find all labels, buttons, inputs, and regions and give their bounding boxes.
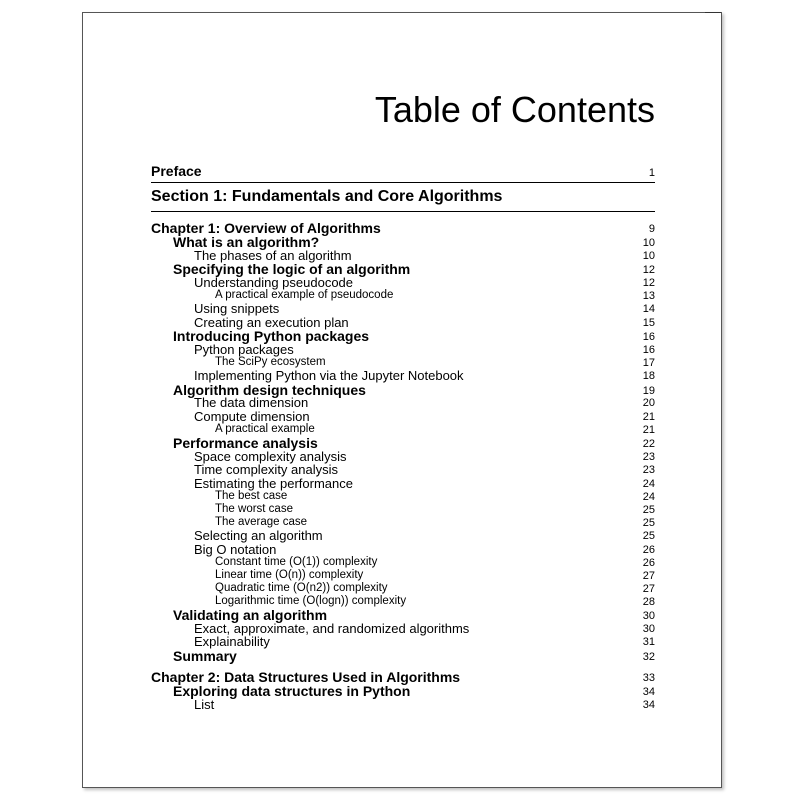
toc-section-label: Section 1: Fundamentals and Core Algorithms <box>151 188 503 205</box>
toc-entry-label: The phases of an algorithm <box>194 247 352 263</box>
toc-entry-page: 10 <box>642 249 655 262</box>
toc-entry-label: List <box>194 696 215 712</box>
toc-entry-label: What is an algorithm? <box>173 234 320 250</box>
toc-entry-page: 15 <box>642 316 655 329</box>
page-title: Table of Contents <box>374 89 655 130</box>
chapter-2-entries <box>151 685 655 712</box>
toc-entry[interactable] <box>151 685 655 699</box>
toc-entry-preface[interactable] <box>151 162 655 183</box>
toc-entry-label: Python packages <box>194 341 294 357</box>
toc-entry[interactable] <box>151 408 655 425</box>
toc-entry-page: 31 <box>642 636 655 648</box>
toc-entry-label: Logarithmic time (O(logn)) complexity <box>215 595 407 607</box>
toc-section-heading[interactable] <box>151 185 655 212</box>
toc-entry[interactable] <box>151 341 655 358</box>
toc-entry-page: 21 <box>642 424 655 436</box>
toc-entry-label: Constant time (O(1)) complexity <box>215 556 378 568</box>
toc-entry-page: 20 <box>642 397 655 409</box>
toc-entry-label: A practical example <box>215 423 315 435</box>
toc-entry-label: Validating an algorithm <box>173 607 328 623</box>
toc-entry-label: Creating an execution plan <box>194 314 349 330</box>
toc-entry-page: 16 <box>642 343 655 356</box>
toc-entry-page: 25 <box>642 504 655 516</box>
toc-entry-label: The worst case <box>215 503 293 515</box>
toc-entry-label: Linear time (O(n)) complexity <box>215 569 364 581</box>
toc-entry-page: 34 <box>642 698 655 711</box>
toc-entry-page: 9 <box>648 223 655 235</box>
toc-entry-page: 17 <box>642 357 655 369</box>
toc-entry-label: A practical example of pseudocode <box>215 289 394 301</box>
toc-entry-label: Big O notation <box>194 541 277 557</box>
toc-entry-page: 25 <box>642 517 655 529</box>
toc-entry-label: Preface <box>151 163 202 179</box>
toc-entry-label: Implementing Python via the Jupyter Notebook <box>194 368 464 383</box>
toc-entry-label: Estimating the performance <box>194 475 353 491</box>
toc-entry-page: 26 <box>642 543 655 556</box>
toc-entry-label: The best case <box>215 490 288 502</box>
toc-entry-label: Exploring data structures in Python <box>173 683 411 699</box>
toc-chapter-label: Chapter 2: Data Structures Used in Algorithms <box>151 669 461 685</box>
toc-entry-page: 22 <box>642 438 655 450</box>
toc-entry-label: Specifying the logic of an algorithm <box>173 261 411 277</box>
toc-entry-page: 30 <box>642 610 655 622</box>
toc-entry-label: Introducing Python packages <box>173 328 370 344</box>
toc-entry-label: Explainability <box>194 634 270 649</box>
toc-entry-label: Summary <box>173 647 237 664</box>
toc-entry-label: The SciPy ecosystem <box>215 356 326 368</box>
toc-entry-page: 28 <box>642 596 655 608</box>
toc-entry[interactable] <box>151 475 655 492</box>
toc-entry-page: 24 <box>642 491 655 503</box>
toc-entry-page: 12 <box>642 264 655 276</box>
toc-entry-label: Using snippets <box>194 301 280 316</box>
toc-entry-page: 1 <box>648 167 655 179</box>
toc-entry-label: The data dimension <box>194 395 309 410</box>
toc-entry[interactable] <box>151 696 655 713</box>
toc-entry-page: 27 <box>642 583 655 595</box>
toc-entry-label: Time complexity analysis <box>194 462 339 477</box>
toc-entry-label: Performance analysis <box>173 435 318 451</box>
toc-entry-page: 27 <box>642 570 655 582</box>
toc-entry-label: Exact, approximate, and randomized algorithms <box>194 620 470 636</box>
toc-entry-label: The average case <box>215 516 308 528</box>
toc-entry-label: Compute dimension <box>194 408 310 424</box>
toc-entry-page: 16 <box>642 331 655 343</box>
toc-chapter-label: Chapter 1: Overview of Algorithms <box>151 220 381 236</box>
toc-entry-page: 18 <box>642 370 655 382</box>
toc-entry-page: 23 <box>642 464 655 476</box>
toc-entry-page: 21 <box>642 410 655 423</box>
toc-entry-label: Understanding pseudocode <box>194 274 354 290</box>
toc-entry-label: Selecting an algorithm <box>194 528 323 543</box>
toc-entry-page: 23 <box>642 450 655 463</box>
toc-entry-page: 12 <box>642 276 655 289</box>
toc-entry-page: 30 <box>642 622 655 635</box>
table-of-contents <box>151 162 655 712</box>
toc-entry-label: Quadratic time (O(n2)) complexity <box>215 582 388 594</box>
toc-entry-page: 34 <box>642 686 655 698</box>
page-corner-mark <box>705 12 721 17</box>
toc-entry-page: 10 <box>642 237 655 249</box>
toc-entry-page: 26 <box>642 557 655 569</box>
toc-entry[interactable] <box>151 541 655 558</box>
toc-entry-label: Space complexity analysis <box>194 448 347 464</box>
toc-entry-page: 25 <box>642 530 655 542</box>
toc-entry-page: 24 <box>642 477 655 490</box>
toc-entry[interactable] <box>151 647 655 664</box>
toc-entry-page: 14 <box>642 303 655 315</box>
toc-entry-page: 13 <box>642 290 655 302</box>
toc-entry-page: 19 <box>642 384 655 397</box>
toc-entry-page: 32 <box>642 650 655 663</box>
chapter-1-entries <box>151 236 655 663</box>
toc-entry-page: 33 <box>642 672 655 684</box>
toc-entry-label: Algorithm design techniques <box>173 381 366 398</box>
toc-entry[interactable] <box>151 274 655 291</box>
